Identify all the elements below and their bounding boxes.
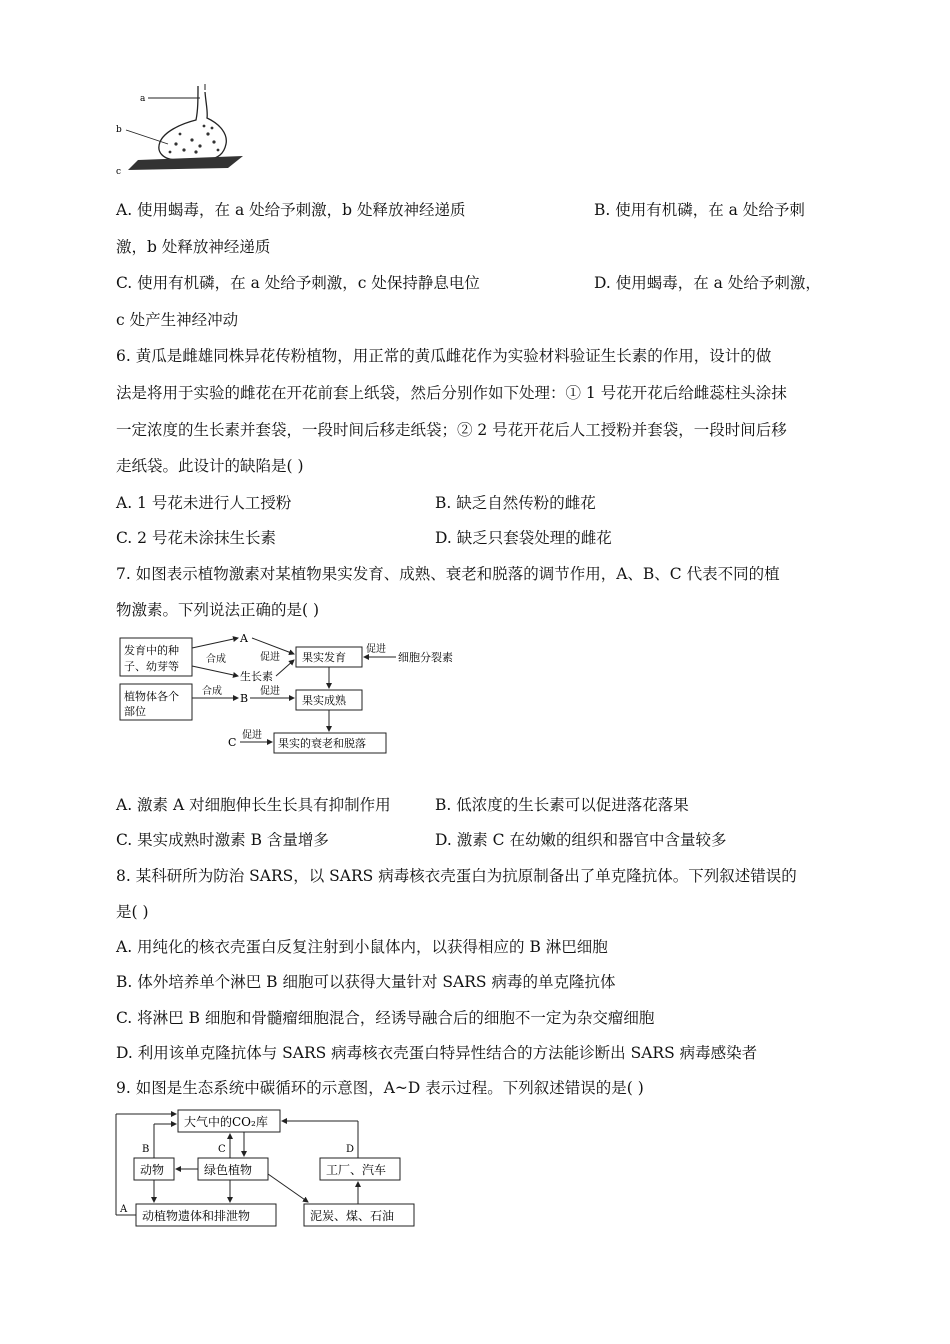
synth-label-1: 合成 [206, 654, 226, 665]
q8-stem-2: 是( ) [116, 903, 149, 921]
cytokinin-label: 细胞分裂素 [398, 651, 453, 664]
q5-option-a: A. 使用蝎毒，在 a 处给予刺激，b 处释放神经递质 [116, 201, 466, 219]
q7-option-a: A. 激素 A 对细胞伸长生长具有抑制作用 [116, 796, 391, 814]
q5-option-d-cont: c 处产生神经冲动 [116, 311, 239, 329]
q7-stem-1: 7. 如图表示植物激素对某植物果实发育、成熟、衰老和脱落的调节作用，A、B、C 代表不同的植 [116, 565, 780, 583]
q6-option-d: D. 缺乏只套袋处理的雌花 [435, 529, 612, 547]
animal-box: 动物 [140, 1163, 165, 1177]
q6-option-a: A. 1 号花未进行人工授粉 [116, 494, 292, 512]
label-a: a [140, 94, 146, 104]
factory-box: 工厂、汽车 [326, 1163, 387, 1177]
process-a: A [120, 1204, 128, 1215]
label-c: c [116, 167, 122, 177]
synth-label-2: 合成 [202, 686, 222, 697]
fruit-ripening: 果实成熟 [302, 694, 346, 707]
q5-option-d: D. 使用蝎毒，在 a 处给予刺激， [594, 274, 821, 292]
hormone-b: B [240, 692, 249, 705]
process-c: C [218, 1144, 226, 1155]
q8-option-b: B. 体外培养单个淋巴 B 细胞可以获得大量针对 SARS 病毒的单克隆抗体 [116, 973, 616, 991]
hormone-a: A [240, 632, 248, 645]
q7-option-b: B. 低浓度的生长素可以促进落花落果 [435, 796, 689, 814]
q6-option-c: C. 2 号花未涂抹生长素 [116, 529, 276, 547]
q5-option-c: C. 使用有机磷，在 a 处给予刺激，c 处保持静息电位 [116, 274, 480, 292]
q8-option-c: C. 将淋巴 B 细胞和骨髓瘤细胞混合，经诱导融合后的细胞不一定为杂交瘤细胞 [116, 1009, 655, 1027]
hormone-diagram [116, 630, 476, 760]
promote-label-4: 促进 [366, 644, 386, 655]
plant-box: 绿色植物 [204, 1163, 253, 1177]
box1-line1: 发育中的种 [124, 644, 179, 657]
q6-stem-1: 6. 黄瓜是雌雄同株异花传粉植物，用正常的黄瓜雌花作为实验材料验证生长素的作用，设计的做 [116, 347, 772, 365]
synapse-figure [108, 84, 258, 180]
q6-option-b: B. 缺乏自然传粉的雌花 [435, 494, 596, 512]
promote-label-1: 促进 [260, 652, 280, 663]
auxin-label: 生长素 [240, 670, 273, 683]
process-d: D [346, 1144, 355, 1155]
q6-stem-2: 法是将用于实验的雌花在开花前套上纸袋，然后分别作如下处理：① 1 号花开花后给雌蕊柱头涂抹 [116, 384, 787, 402]
promote-label-3: 促进 [242, 730, 262, 741]
q8-stem-1: 8. 某科研所为防治 SARS，以 SARS 病毒核衣壳蛋白为抗原制备出了单克隆抗体。下列叙述错误的 [116, 867, 797, 885]
box2-line1: 植物体各个 [124, 690, 179, 703]
box1-line2: 子、幼芽等 [124, 660, 179, 673]
q9-stem-1: 9. 如图是生态系统中碳循环的示意图，A~D 表示过程。下列叙述错误的是( ) [116, 1079, 644, 1097]
fruit-aging-falling: 果实的衰老和脱落 [278, 737, 366, 750]
q7-stem-2: 物激素。下列说法正确的是( ) [116, 601, 320, 619]
fossil-box: 泥炭、煤、石油 [310, 1209, 395, 1223]
q6-stem-4: 走纸袋。此设计的缺陷是( ) [116, 457, 304, 475]
q8-option-d: D. 利用该单克隆抗体与 SARS 病毒核衣壳蛋白特异性结合的方法能诊断出 SARS 病毒感染者 [116, 1044, 758, 1062]
process-b: B [142, 1144, 150, 1155]
box2-line2: 部位 [124, 705, 146, 718]
q7-option-c: C. 果实成熟时激素 B 含量增多 [116, 831, 329, 849]
q6-stem-3: 一定浓度的生长素并套袋，一段时间后移走纸袋；② 2 号花开花后人工授粉并套袋，一段时间后移 [116, 421, 787, 439]
q5-option-b: B. 使用有机磷，在 a 处给予刺 [594, 201, 805, 219]
carbon-cycle-diagram [108, 1104, 428, 1234]
fruit-development: 果实发育 [302, 651, 346, 664]
promote-label-2: 促进 [260, 686, 280, 697]
q8-option-a: A. 用纯化的核衣壳蛋白反复注射到小鼠体内，以获得相应的 B 淋巴细胞 [116, 938, 608, 956]
q5-option-b-cont: 激，b 处释放神经递质 [116, 238, 271, 256]
label-b: b [116, 125, 122, 135]
remains-box: 动植物遗体和排泄物 [142, 1209, 251, 1223]
q7-option-d: D. 激素 C 在幼嫩的组织和器官中含量较多 [435, 831, 727, 849]
hormone-c: C [228, 736, 237, 749]
co2-pool: 大气中的CO₂库 [184, 1115, 268, 1129]
